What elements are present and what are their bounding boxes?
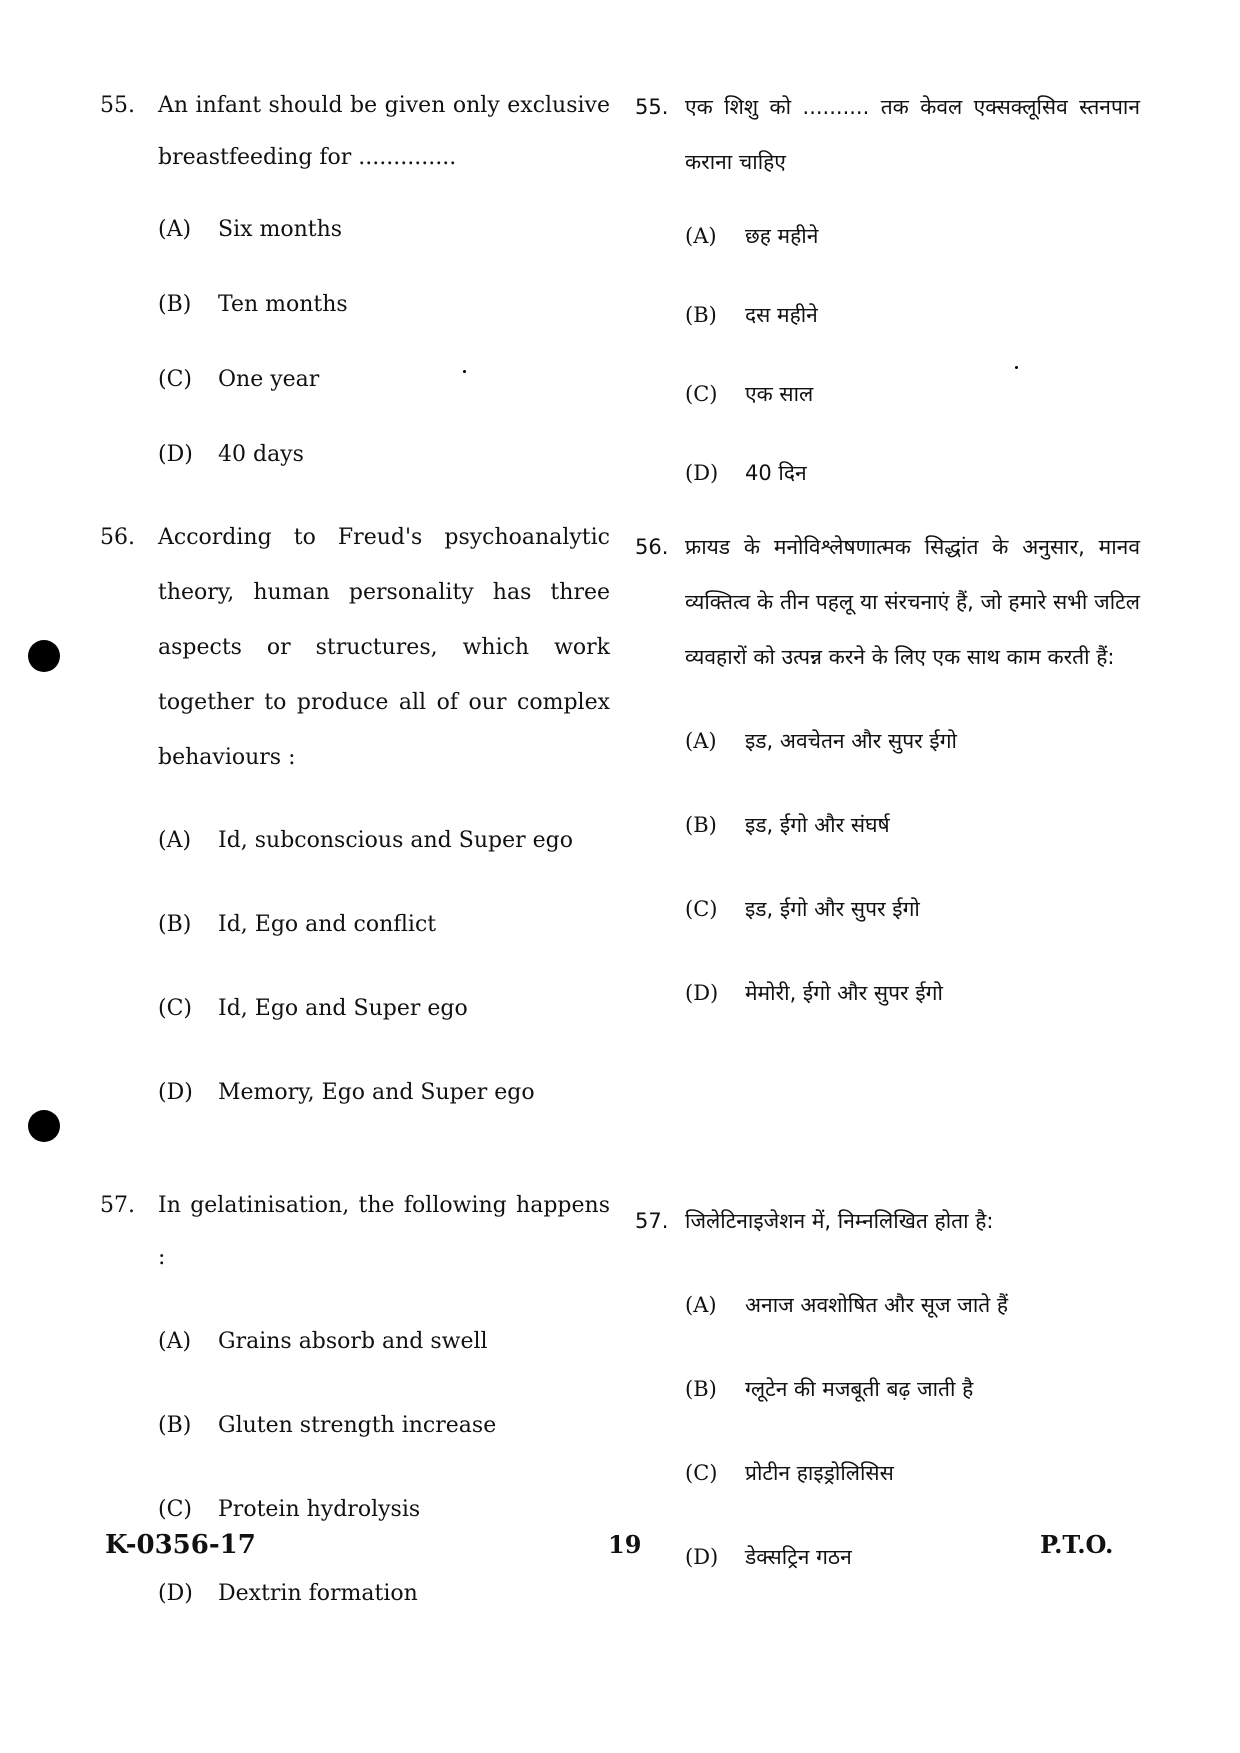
option-text: इड, ईगो और सुपर ईगो (745, 897, 920, 921)
option-letter: (B) (685, 303, 717, 327)
question-text: फ्रायड के मनोविश्लेषणात्मक सिद्धांत के अनुसार, मानव व्यक्तित्व के तीन पहलू या संरचनाएं हैं, जो हमारे सभी जटिल व्यवहारों को उत्पन्न करने के लिए एक साथ काम करती हैं: (685, 535, 1140, 669)
option-text: Protein hydrolysis (218, 1497, 421, 1522)
question-number: 57. (100, 1193, 135, 1218)
option-letter: (C) (685, 1461, 718, 1485)
question-text: एक शिशु को .......... तक केवल एक्सक्लूसिव स्तनपान कराना चाहिए (685, 95, 1140, 174)
option-text: डेक्सट्रिन गठन (745, 1545, 852, 1569)
question-56-en (100, 510, 610, 1119)
question-number: 55. (635, 95, 669, 119)
paper-code: K-0356-17 (105, 1530, 256, 1560)
option-letter: (B) (685, 1377, 717, 1401)
option-text: छह महीने (745, 224, 819, 248)
option-text: अनाज अवशोषित और सूज जाते हैं (745, 1293, 1009, 1317)
binder-hole-mark-1 (28, 640, 60, 672)
option-text: दस महीने (745, 303, 818, 327)
option-letter: (C) (685, 382, 718, 406)
option-letter: (B) (685, 813, 717, 837)
option-letter: (C) (158, 367, 192, 392)
option-letter: (A) (685, 1293, 717, 1317)
question-number: 57. (635, 1209, 669, 1233)
option-text: ग्लूटेन की मजबूती बढ़ जाती है (745, 1377, 974, 1401)
option-letter: (D) (158, 1080, 193, 1105)
option-letter: (D) (685, 1545, 719, 1569)
option-letter: (B) (158, 1413, 192, 1438)
option-letter: (D) (158, 1581, 193, 1606)
option-text: इड, अवचेतन और सुपर ईगो (745, 729, 957, 753)
option-letter: (B) (158, 912, 192, 937)
option-text: Ten months (218, 292, 348, 317)
option-letter: (B) (158, 292, 192, 317)
option-letter: (A) (685, 729, 717, 753)
option-text: Id, Ego and Super ego (218, 996, 468, 1021)
option-letter: (A) (158, 1329, 192, 1354)
question-text: In gelatinisation, the following happens : (158, 1193, 610, 1270)
option-text: Gluten strength increase (218, 1413, 497, 1438)
option-letter: (D) (685, 981, 719, 1005)
please-turn-over: P.T.O. (1040, 1530, 1114, 1559)
question-55-en (100, 80, 610, 481)
question-text: According to Freud's psychoanalytic theory, human personality has three aspects or structures, which work together to produce all of our complex behaviours : (158, 525, 610, 770)
option-text: One year (218, 367, 320, 392)
question-55-hi (635, 80, 1140, 499)
option-letter: (A) (158, 217, 192, 242)
binder-hole-mark-2 (28, 1110, 60, 1142)
question-number: 56. (635, 535, 669, 559)
question-number: 55. (100, 93, 135, 118)
option-text: मेमोरी, ईगो और सुपर ईगो (745, 981, 943, 1005)
option-letter: (A) (685, 224, 717, 248)
option-text: Six months (218, 217, 343, 242)
question-number: 56. (100, 525, 135, 550)
option-text: एक साल (745, 382, 814, 406)
option-text: Grains absorb and swell (218, 1329, 488, 1354)
option-text: 40 days (218, 442, 304, 467)
question-text: An infant should be given only exclusive breastfeeding for .............. (158, 93, 610, 170)
page-number: 19 (608, 1530, 642, 1559)
option-text: Id, subconscious and Super ego (218, 828, 573, 853)
option-text: Memory, Ego and Super ego (218, 1080, 535, 1105)
option-text: 40 दिन (745, 461, 807, 485)
option-letter: (D) (685, 461, 719, 485)
option-text: Id, Ego and conflict (218, 912, 437, 937)
option-letter: (A) (158, 828, 192, 853)
question-text: जिलेटिनाइजेशन में, निम्नलिखित होता है: (685, 1209, 994, 1233)
option-text: प्रोटीन हाइड्रोलिसिस (745, 1461, 894, 1485)
option-text: Dextrin formation (218, 1581, 418, 1606)
option-letter: (C) (158, 1497, 192, 1522)
question-57-hi (635, 1195, 1140, 1583)
question-56-hi (635, 520, 1140, 1019)
option-letter: (C) (158, 996, 192, 1021)
option-text: इड, ईगो और संघर्ष (745, 813, 890, 837)
option-letter: (C) (685, 897, 718, 921)
option-letter: (D) (158, 442, 193, 467)
